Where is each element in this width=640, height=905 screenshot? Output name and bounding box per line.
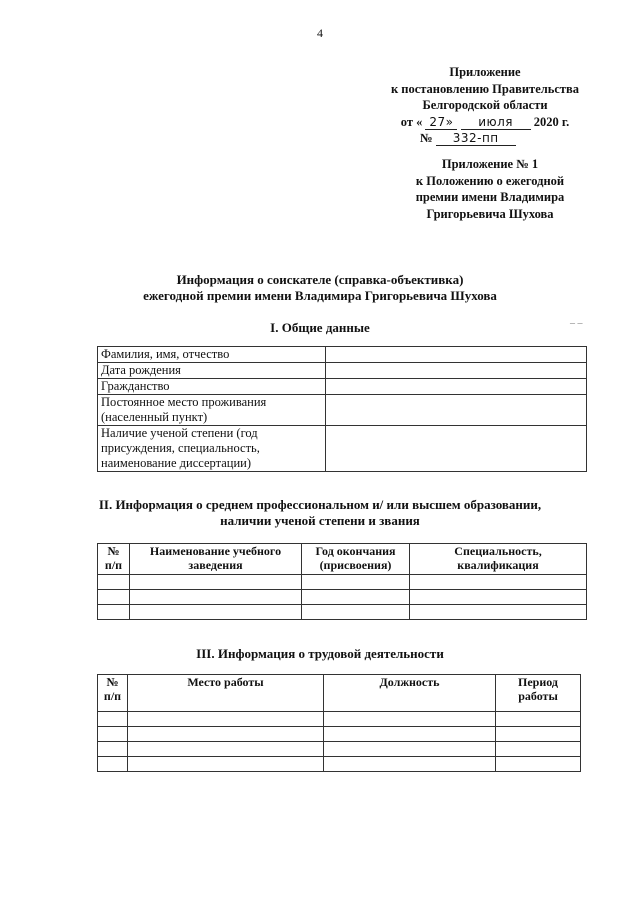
row-value[interactable] (326, 395, 587, 426)
col-position: Должность (324, 675, 496, 712)
row-value[interactable] (326, 426, 587, 472)
cell[interactable] (130, 605, 302, 620)
appendix-block (370, 64, 600, 147)
cell[interactable] (324, 757, 496, 772)
cell[interactable] (98, 727, 128, 742)
page-number: 4 (317, 26, 323, 40)
cell[interactable] (302, 575, 410, 590)
col-period: Период работы (496, 675, 581, 712)
section2-heading (0, 497, 640, 529)
cell[interactable] (324, 712, 496, 727)
section1-heading: I. Общие данные (270, 320, 370, 335)
table-row (98, 605, 587, 620)
row-label: Постоянное место проживания (населенный пункт) (98, 395, 326, 426)
date-day: 27» (425, 116, 457, 130)
row-value[interactable] (326, 379, 587, 395)
cell[interactable] (128, 712, 324, 727)
row-label: Фамилия, имя, отчество (98, 347, 326, 363)
section2-heading-line1: II. Информация о среднем профессиональном и/ или высшем образовании, (98, 497, 542, 512)
table-row (98, 727, 581, 742)
appendix-number-line (370, 130, 600, 147)
date-month: июля (461, 116, 531, 130)
cell[interactable] (324, 727, 496, 742)
row-label: Гражданство (98, 379, 326, 395)
cell[interactable] (410, 590, 587, 605)
cell[interactable] (130, 590, 302, 605)
row-label: Дата рождения (98, 363, 326, 379)
decree-number: 332-пп (436, 132, 516, 146)
table-row (98, 395, 587, 426)
table-row (98, 590, 587, 605)
cell[interactable] (98, 605, 130, 620)
title-line1: Информация о соискателе (справка-объективка) (176, 272, 464, 287)
employment-table (97, 674, 581, 772)
appendix-decree: к постановлению Правительства (390, 81, 580, 96)
col-institution: Наименование учебного заведения (130, 544, 302, 575)
number-prefix: № (420, 131, 433, 145)
cell[interactable] (98, 590, 130, 605)
cell[interactable] (496, 742, 581, 757)
cell[interactable] (496, 727, 581, 742)
cell[interactable] (324, 742, 496, 757)
table-row (98, 712, 581, 727)
date-prefix: от « (400, 114, 423, 129)
cell[interactable] (410, 575, 587, 590)
col-specialty: Специальность, квалификация (410, 544, 587, 575)
col-workplace: Место работы (128, 675, 324, 712)
col-graduation-year: Год окончания (присвоения) (302, 544, 410, 575)
appendix2-line2: к Положению о ежегодной (415, 173, 565, 188)
col-number: № п/п (98, 544, 130, 575)
row-value[interactable] (326, 363, 587, 379)
appendix-title: Приложение (449, 65, 521, 79)
cell[interactable] (128, 757, 324, 772)
scan-mark: – – (570, 318, 583, 329)
date-year: 2020 г. (533, 114, 570, 129)
table-header-row (98, 675, 581, 712)
education-table (97, 543, 587, 620)
cell[interactable] (98, 757, 128, 772)
table-row (98, 347, 587, 363)
table-header-row (98, 544, 587, 575)
cell[interactable] (98, 742, 128, 757)
cell[interactable] (302, 590, 410, 605)
title-line2: ежегодной премии имени Владимира Григорьевича Шухова (143, 288, 497, 303)
table-row (98, 426, 587, 472)
appendix2-title: Приложение № 1 (441, 157, 539, 171)
table-row (98, 575, 587, 590)
section3-heading: III. Информация о трудовой деятельности (196, 646, 444, 661)
cell[interactable] (302, 605, 410, 620)
appendix-date-line (370, 114, 600, 131)
cell[interactable] (496, 712, 581, 727)
table-row (98, 742, 581, 757)
table-row (98, 379, 587, 395)
section2-heading-line2: наличии ученой степени и звания (220, 513, 420, 528)
cell[interactable] (130, 575, 302, 590)
row-value[interactable] (326, 347, 587, 363)
appendix2-line4: Григорьевича Шухова (426, 206, 554, 221)
table-row (98, 757, 581, 772)
cell[interactable] (128, 742, 324, 757)
table-row (98, 363, 587, 379)
cell[interactable] (98, 712, 128, 727)
cell[interactable] (410, 605, 587, 620)
cell[interactable] (496, 757, 581, 772)
appendix2-line3: премии имени Владимира (415, 190, 565, 204)
row-label: Наличие ученой степени (год присуждения, специальность, наименование диссертации) (98, 426, 326, 472)
document-title (0, 272, 640, 304)
cell[interactable] (98, 575, 130, 590)
col-number: № п/п (98, 675, 128, 712)
appendix2-block (380, 156, 600, 222)
appendix-region: Белгородской области (422, 98, 548, 112)
cell[interactable] (128, 727, 324, 742)
general-data-table (97, 346, 587, 472)
